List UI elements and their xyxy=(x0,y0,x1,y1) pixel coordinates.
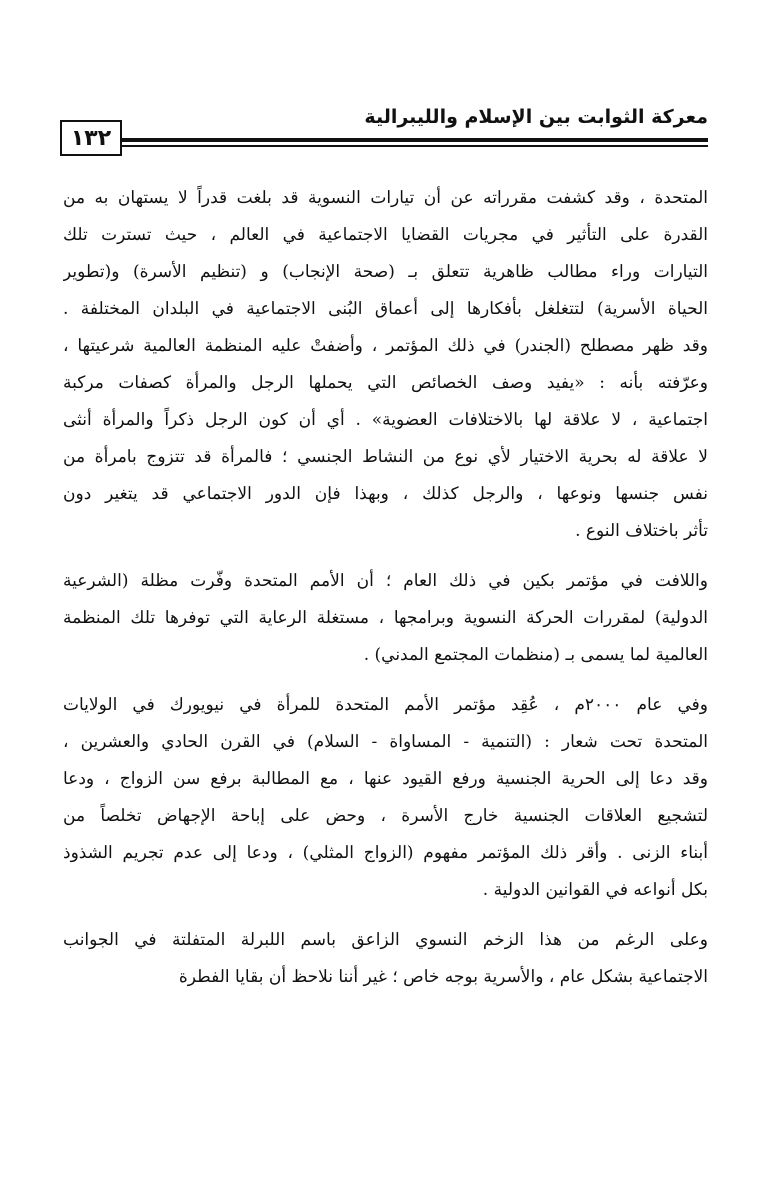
paragraph-gap xyxy=(63,550,708,563)
text-line: التيارات وراء مطالب ظاهرية تتعلق بـ (صحة الإنجاب) و (تنظيم الأسرة) و(تطوير xyxy=(63,262,708,282)
text-line: وفي عام ٢٠٠٠م ، عُقِد مؤتمر الأمم المتحدة للمرأة في نيويورك في الولايات xyxy=(63,695,708,715)
paragraph-gap xyxy=(63,674,708,687)
header-rule-thick xyxy=(122,138,708,142)
text-line: لتشجيع العلاقات الجنسية خارج الأسرة ، وحض على إباحة الإجهاض تخلصاً من xyxy=(63,806,708,826)
text-line: الاجتماعية بشكل عام ، والأسرية بوجه خاص ؛ غير أننا نلاحظ أن بقايا الفطرة xyxy=(178,967,708,987)
text-line: اجتماعية ، لا علاقة لها بالاختلافات العضوية» . أي أن كون الرجل ذكراً والمرأة أنثى xyxy=(63,410,708,430)
text-line: وعلى الرغم من هذا الزخم النسوي الزاعق باسم اللبرلة المتفلتة في الجوانب xyxy=(63,930,708,950)
text-line: الدولية) لمقررات الحركة النسوية وبرامجها ، مستغلة الرعاية التي توفرها تلك المنظمة xyxy=(63,608,708,628)
text-line: لا علاقة له بحرية الاختيار لأي نوع من النشاط الجنسي ؛ فالمرأة قد تتزوج بامرأة من xyxy=(63,447,708,467)
text-line: الحياة الأسرية) لتتغلغل بأفكارها إلى أعماق البُنى الاجتماعية في البلدان المختلفة . xyxy=(63,299,708,319)
text-line: واللافت في مؤتمر بكين في ذلك العام ؛ أن الأمم المتحدة وفّرت مظلة (الشرعية xyxy=(63,571,708,591)
header-rule-thin xyxy=(122,145,708,147)
page-number: ١٣٢ xyxy=(70,125,112,151)
text-line: وقد دعا إلى الحرية الجنسية ورفع القيود عنها ، مع المطالبة برفع سن الزواج ، ودعا xyxy=(63,769,708,789)
text-line: بكل أنواعه في القوانين الدولية . xyxy=(482,880,708,900)
text-line: وعرّفته بأنه : «يفيد وصف الخصائص التي يحملها الرجل والمرأة كصفات مركبة xyxy=(63,373,708,393)
text-line: المتحدة ، وقد كشفت مقرراته عن أن تيارات النسوية قد بلغت قدراً لا يستهان به من xyxy=(63,188,708,208)
text-line: تأثر باختلاف النوع . xyxy=(575,521,708,541)
page-number-box xyxy=(60,120,122,156)
page-header xyxy=(60,100,708,160)
paragraph-gap xyxy=(63,909,708,922)
text-line: العالمية لما يسمى بـ (منظمات المجتمع المدني) . xyxy=(363,645,708,665)
text-line: نفس جنسها ونوعها ، والرجل كذلك ، وبهذا فإن الدور الاجتماعي قد يتغير دون xyxy=(63,484,708,504)
text-line: القدرة على التأثير في مجريات القضايا الاجتماعية في العالم ، حيث تسترت تلك xyxy=(63,225,708,245)
text-line: أبناء الزنى . وأقر ذلك المؤتمر مفهوم (الزواج المثلي) ، ودعا إلى عدم تجريم الشذوذ xyxy=(63,843,708,863)
text-line: المتحدة تحت شعار : (التنمية - المساواة - السلام) في القرن الحادي والعشرين ، xyxy=(63,732,708,752)
running-title: معركة الثوابت بين الإسلام والليبرالية xyxy=(364,106,708,128)
body-text xyxy=(63,180,708,996)
text-line: وقد ظهر مصطلح (الجندر) في ذلك المؤتمر ، وأضفتْ عليه المنظمة العالمية شرعيتها ، xyxy=(63,336,708,356)
